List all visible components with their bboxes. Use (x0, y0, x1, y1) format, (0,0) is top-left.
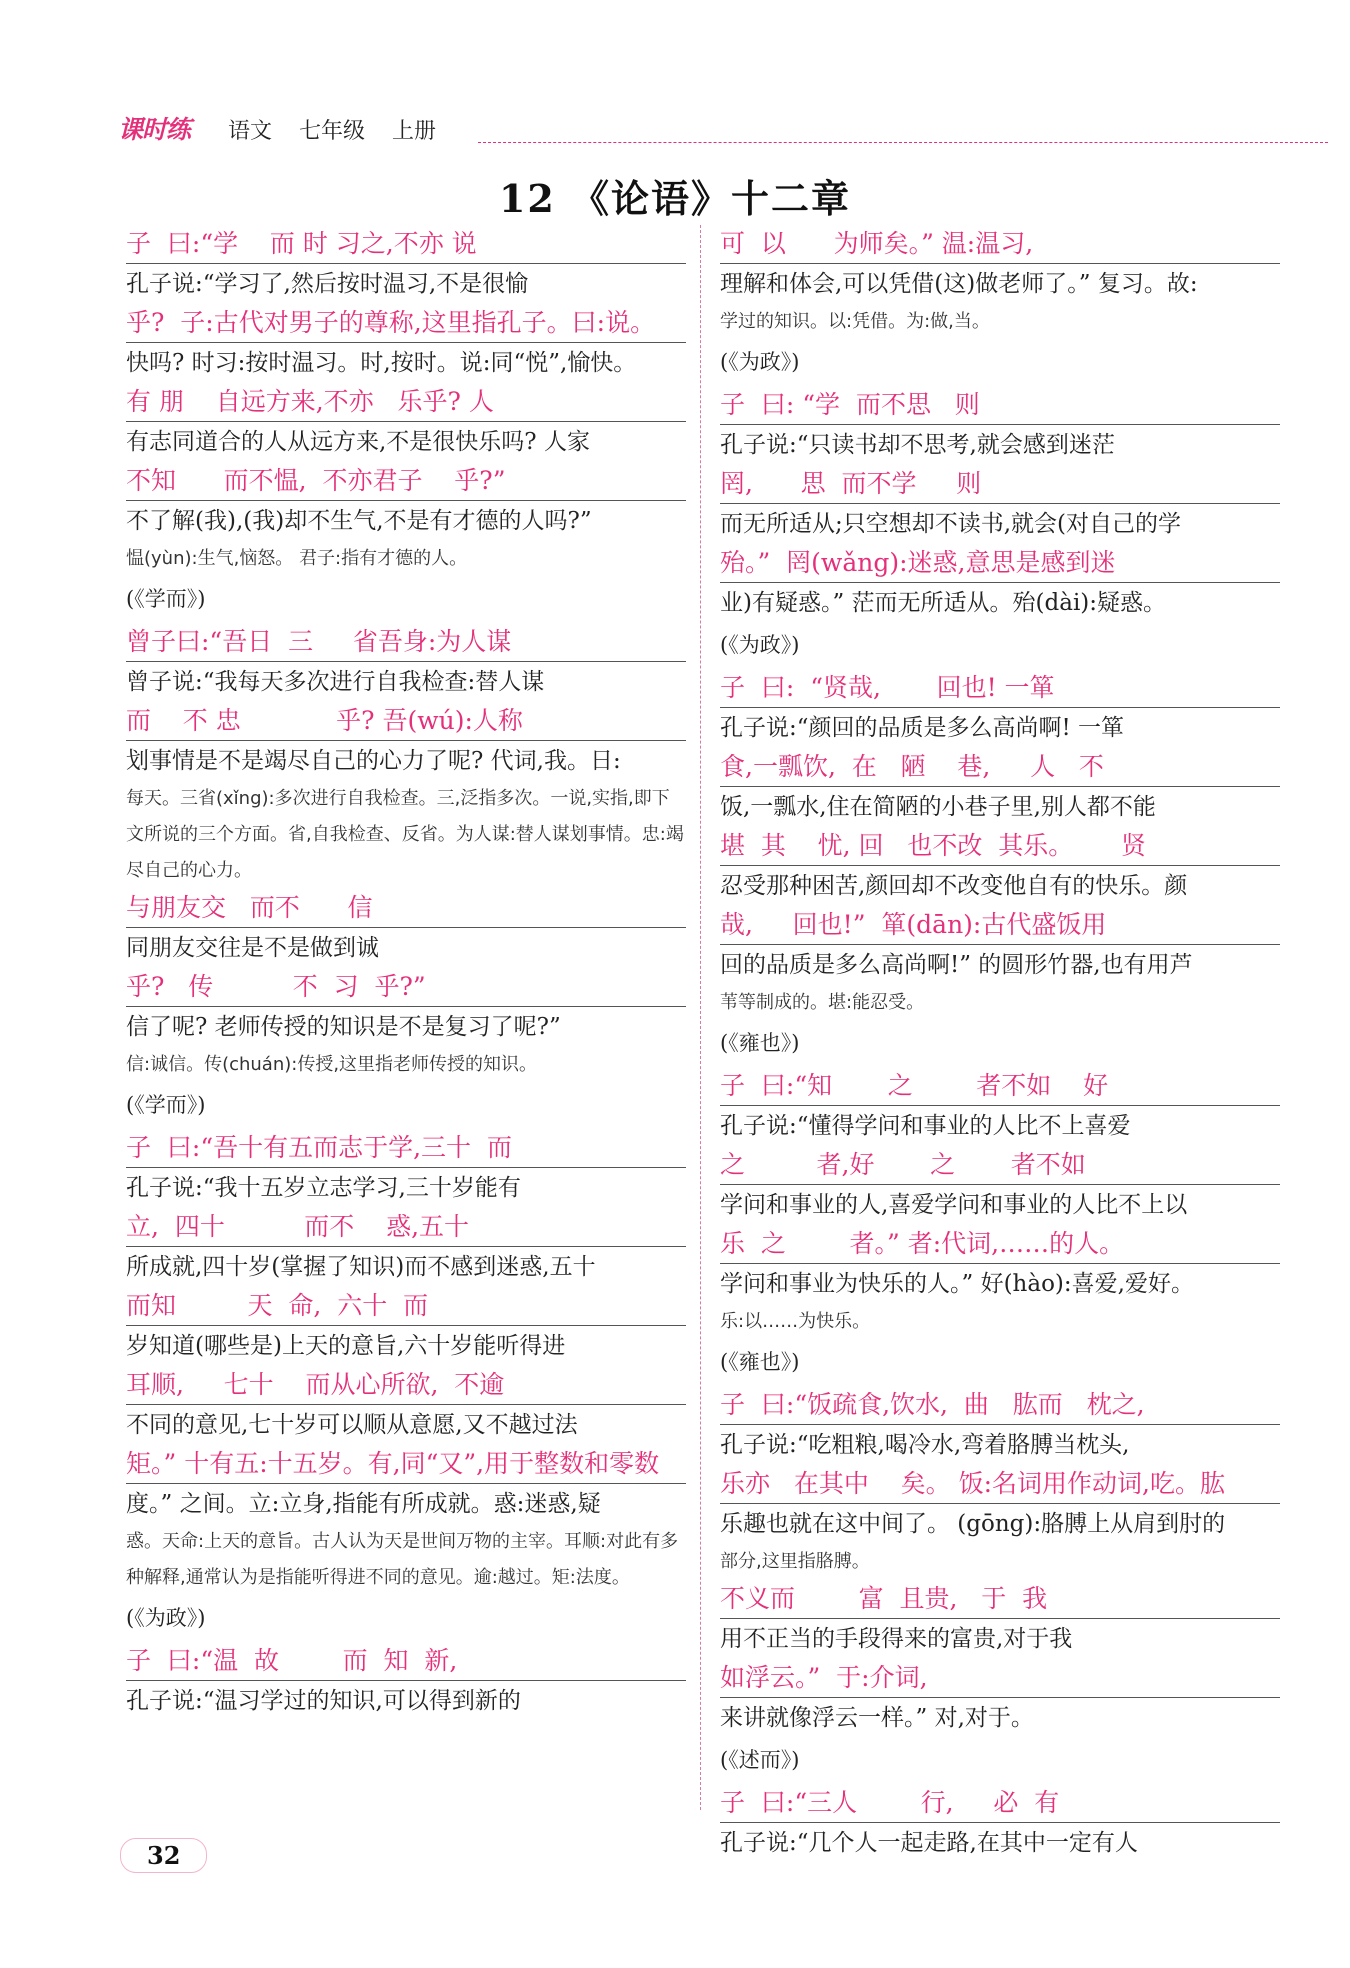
grade: 七年级 (299, 119, 366, 144)
translation-line: 孔子说:“几个人一起走路,在其中一定有人 (720, 1830, 1138, 1856)
translation-line: 孔子说:“只读书却不思考,就会感到迷茫 (720, 432, 1115, 458)
translation-line: 不同的意见,七十岁可以顺从意愿,又不越过法 (126, 1412, 578, 1438)
annotation-note: 部分,这里指胳膊。 (720, 1551, 870, 1572)
translation-line: 信了呢? 老师传授的知识是不是复习了呢?” (126, 1014, 561, 1040)
original-text-line: 曾子曰:“吾日 三 省吾身:为人谋 (126, 623, 686, 662)
brand-logo: 课时练 (118, 115, 191, 144)
original-text-line: 乎? 传 不 习 乎?” (126, 968, 686, 1007)
original-text-line: 有 朋 自远方来,不亦 乐乎? 人 (126, 383, 686, 422)
source-citation: (《述而》) (720, 1748, 800, 1772)
original-text-line: 子 曰:“三人 行, 必 有 (720, 1784, 1280, 1823)
source-citation: (《学而》) (126, 587, 206, 611)
original-text-line: 之 者,好 之 者不如 (720, 1146, 1280, 1185)
original-text-line: 子 曰:“饭疏食,饮水, 曲 肱而 枕之, (720, 1386, 1280, 1425)
annotation-note: 每天。三省(xǐng):多次进行自我检查。三,泛指多次。一说,实指,即下文所说的三个方面。省,自我检查、反省。为人谋:替人谋划事情。忠:竭尽自己的心力。 (126, 788, 684, 881)
translation-line: 孔子说:“懂得学问和事业的人比不上喜爱 (720, 1113, 1131, 1139)
original-text-line: 罔, 思 而不学 则 (720, 465, 1280, 504)
translation-line: 而无所适从;只空想却不读书,就会(对自己的学 (720, 511, 1182, 537)
original-text-line: 子 曰: “学 而不思 则 (720, 386, 1280, 425)
header-rule (478, 142, 1328, 143)
translation-line: 孔子说:“颜回的品质是多么高尚啊! 一箪 (720, 715, 1125, 741)
original-text-line: 而知 天 命, 六十 而 (126, 1287, 686, 1326)
translation-line: 同朋友交往是不是做到诚 (126, 935, 379, 961)
original-text-line: 子 曰:“温 故 而 知 新, (126, 1642, 686, 1681)
original-text-line: 子 曰:“学 而 时 习之,不亦 说 (126, 225, 686, 264)
translation-line: 度。” 之间。立:立身,指能有所成就。惑:迷惑,疑 (126, 1491, 601, 1517)
source-citation: (《为政》) (720, 633, 800, 657)
subject: 语文 (228, 119, 273, 144)
annotation-note: 惑。天命:上天的意旨。古人认为天是世间万物的主宰。耳顺:对此有多种解释,通常认为是指能听得进不同的意见。逾:越过。矩:法度。 (126, 1531, 679, 1588)
original-text-line: 子 曰: “贤哉, 回也! 一箪 (720, 669, 1280, 708)
original-text-line: 耳顺, 七十 而从心所欲, 不逾 (126, 1366, 686, 1405)
original-text-line: 子 曰:“吾十有五而志于学,三十 而 (126, 1129, 686, 1168)
translation-line: 来讲就像浮云一样。” 对,对于。 (720, 1705, 1034, 1731)
page-header (118, 110, 1328, 150)
source-citation: (《为政》) (720, 350, 800, 374)
annotation-note: 信:诚信。传(chuán):传授,这里指老师传授的知识。 (126, 1054, 538, 1075)
translation-line: 岁知道(哪些是)上天的意旨,六十岁能听得进 (126, 1333, 566, 1359)
original-text-line: 立, 四十 而不 惑,五十 (126, 1208, 686, 1247)
original-text-line: 乎? 子:古代对男子的尊称,这里指孔子。曰:说。 (126, 304, 686, 343)
original-text-line: 乐亦 在其中 矣。 饭:名词用作动词,吃。肱 (720, 1465, 1280, 1504)
original-text-line: 不知 而不愠, 不亦君子 乎?” (126, 462, 686, 501)
translation-line: 学问和事业为快乐的人。” 好(hào):喜爱,爱好。 (720, 1271, 1194, 1297)
original-text-line: 不义而 富 且贵, 于 我 (720, 1580, 1280, 1619)
translation-line: 学问和事业的人,喜爱学问和事业的人比不上以 (720, 1192, 1188, 1218)
original-text-line: 子 曰:“知 之 者不如 好 (720, 1067, 1280, 1106)
original-text-line: 食,一瓢饮, 在 陋 巷, 人 不 (720, 748, 1280, 787)
translation-line: 业)有疑惑。” 茫而无所适从。殆(dài):疑惑。 (720, 590, 1167, 616)
right-column (720, 225, 1280, 1863)
header-text (228, 114, 456, 145)
original-text-line: 哉, 回也!” 箪(dān):古代盛饭用 (720, 906, 1280, 945)
left-column (126, 225, 686, 1721)
translation-line: 孔子说:“温习学过的知识,可以得到新的 (126, 1688, 521, 1714)
original-text-line: 殆。” 罔(wǎng):迷惑,意思是感到迷 (720, 544, 1280, 583)
annotation-note: 愠(yùn):生气,恼怒。 君子:指有才德的人。 (126, 548, 468, 569)
translation-line: 孔子说:“我十五岁立志学习,三十岁能有 (126, 1175, 521, 1201)
translation-line: 快吗? 时习:按时温习。时,按时。说:同“悦”,愉快。 (126, 350, 637, 376)
source-citation: (《雍也》) (720, 1350, 800, 1374)
original-text-line: 与朋友交 而不 信 (126, 889, 686, 928)
translation-line: 有志同道合的人从远方来,不是很快乐吗? 人家 (126, 429, 590, 455)
original-text-line: 堪 其 忧, 回 也不改 其乐。 贤 (720, 827, 1280, 866)
translation-line: 所成就,四十岁(掌握了知识)而不感到迷惑,五十 (126, 1254, 596, 1280)
translation-line: 划事情是不是竭尽自己的心力了呢? 代词,我。日: (126, 748, 621, 774)
original-text-line: 矩。” 十有五:十五岁。有,同“又”,用于整数和零数 (126, 1445, 686, 1484)
annotation-note: 乐:以……为快乐。 (720, 1311, 871, 1332)
volume: 上册 (392, 119, 437, 144)
translation-line: 忍受那种困苦,颜回却不改变他自有的快乐。颜 (720, 873, 1188, 899)
original-text-line: 可 以 为师矣。” 温:温习, (720, 225, 1280, 264)
translation-line: 孔子说:“学习了,然后按时温习,不是很愉 (126, 271, 529, 297)
annotation-note: 学过的知识。以:凭借。为:做,当。 (720, 311, 990, 332)
column-divider (700, 225, 701, 1810)
page-number: 32 (120, 1838, 207, 1873)
translation-line: 孔子说:“吃粗粮,喝冷水,弯着胳膊当枕头, (720, 1432, 1130, 1458)
annotation-note: 苇等制成的。堪:能忍受。 (720, 992, 925, 1013)
original-text-line: 如浮云。” 于:介词, (720, 1659, 1280, 1698)
source-citation: (《为政》) (126, 1606, 206, 1630)
translation-line: 饭,一瓢水,住在简陋的小巷子里,别人都不能 (720, 794, 1156, 820)
original-text-line: 而 不 忠 乎? 吾(wú):人称 (126, 702, 686, 741)
page-title: 12 《论语》十二章 (498, 176, 852, 221)
translation-line: 用不正当的手段得来的富贵,对于我 (720, 1626, 1073, 1652)
translation-line: 不了解(我),(我)却不生气,不是有才德的人吗?” (126, 508, 592, 534)
translation-line: 乐趣也就在这中间了。 (gōng):胳膊上从肩到肘的 (720, 1511, 1226, 1537)
original-text-line: 乐 之 者。” 者:代词,……的人。 (720, 1225, 1280, 1264)
translation-line: 理解和体会,可以凭借(这)做老师了。” 复习。故: (720, 271, 1198, 297)
translation-line: 曾子说:“我每天多次进行自我检查:替人谋 (126, 669, 545, 695)
source-citation: (《学而》) (126, 1093, 206, 1117)
source-citation: (《雍也》) (720, 1031, 800, 1055)
translation-line: 回的品质是多么高尚啊!” 的圆形竹器,也有用芦 (720, 952, 1193, 978)
